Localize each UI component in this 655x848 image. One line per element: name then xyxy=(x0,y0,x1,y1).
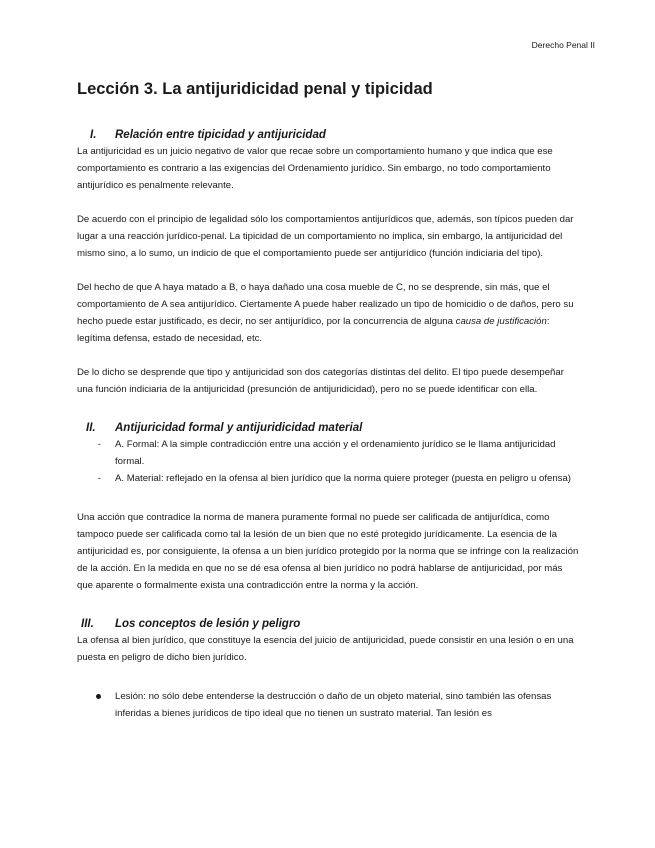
section-numeral: II. xyxy=(86,422,96,434)
section-numeral: III. xyxy=(81,618,94,630)
paragraph-text: Del hecho de que A haya matado a B, o haya dañado una cosa mueble de C, no se desprende, sin más, que el comportamiento de A sea antijurídico. Ciertamente A puede haber realizado un tipo de homicidio o de daños, pero su hecho puede estar justificado, es decir, no ser antijurídico, por la concurrencia de alguna xyxy=(77,282,574,327)
paragraph: Una acción que contradice la norma de manera puramente formal no puede ser calificada de antijurídica, como tampoco puede ser calificada como tal la lesión de un bien que no esté protegido jurídicamente. La esencia de la antijuricidad es, por consiguiente, la ofensa a un bien jurídico protegido por la norma que se infringe con la realización de la acción. En la medida en que no se dé esa ofensa al bien jurídico no podrá hablarse de antijuricidad, por más que aparente o formalmente exista una contradicción entre la norma y la acción. xyxy=(77,512,579,591)
paragraph: La ofensa al bien jurídico, que constituye la esencia del juicio de antijuricidad, puede consistir en una lesión o en una puesta en peligro de dicho bien jurídico. xyxy=(77,635,574,663)
emphasis-term: causa de justificación xyxy=(455,316,547,327)
paragraph: De lo dicho se desprende que tipo y antijuricidad son dos categorías distintas del delito. El tipo puede desempeñar una función indiciaria de la antijuricidad (presunción de antijuridicidad), pero no se puede identificar con ella. xyxy=(77,367,564,395)
list-item-text: Lesión: no sólo debe entenderse la destrucción o daño de un objeto material, sino también las ofensas inferidas a bienes jurídicos de tipo ideal que no tienen un sustrato material. Tan lesión es xyxy=(115,691,552,719)
section-2 xyxy=(77,420,579,594)
list-item-text: A. Material: reflejado en la ofensa al bien jurídico que la norma quiere proteger (puesta en peligro u ofensa) xyxy=(115,473,571,484)
paragraph: De acuerdo con el principio de legalidad sólo los comportamientos antijurídicos que, además, son típicos pueden dar lugar a una reacción jurídico-penal. La tipicidad de un comportamiento no implica, sin embargo, la antijuricidad del mismo sino, a lo sumo, un indicio de que el comportamiento puede ser antijurídico (función indiciaria del tipo). xyxy=(77,214,574,259)
section-title: Los conceptos de lesión y peligro xyxy=(115,618,301,630)
list-item xyxy=(77,688,579,722)
section-heading xyxy=(77,127,579,143)
dash-list xyxy=(77,436,579,487)
running-header: Derecho Penal II xyxy=(531,40,595,50)
lesson-title: Lección 3. La antijuridicidad penal y tipicidad xyxy=(77,80,433,98)
list-item-text: A. Formal: A la simple contradicción entre una acción y el ordenamiento jurídico se le llama antijuricidad formal. xyxy=(115,439,556,467)
paragraph xyxy=(77,279,579,347)
bullet-icon xyxy=(77,688,115,722)
dash-marker: - xyxy=(97,473,101,484)
list-item xyxy=(77,436,579,470)
section-title: Relación entre tipicidad y antijuricidad xyxy=(115,129,326,141)
paragraph-text: : legítima defensa, estado de necesidad, etc. xyxy=(77,316,550,344)
paragraph: La antijuricidad es un juicio negativo de valor que recae sobre un comportamiento humano y que indica que ese comportamiento es contrario a las exigencias del Ordenamiento jurídico. Sin embargo, no todo comportamiento antijurídico es penalmente relevante. xyxy=(77,146,553,191)
section-numeral: I. xyxy=(90,129,97,141)
section-heading xyxy=(77,616,579,632)
section-1 xyxy=(77,127,579,398)
section-3 xyxy=(77,616,579,722)
section-title: Antijuricidad formal y antijuridicidad material xyxy=(115,422,363,434)
section-heading xyxy=(77,420,579,436)
list-item xyxy=(77,470,579,487)
document-body xyxy=(77,78,579,722)
dash-marker: - xyxy=(97,439,101,450)
